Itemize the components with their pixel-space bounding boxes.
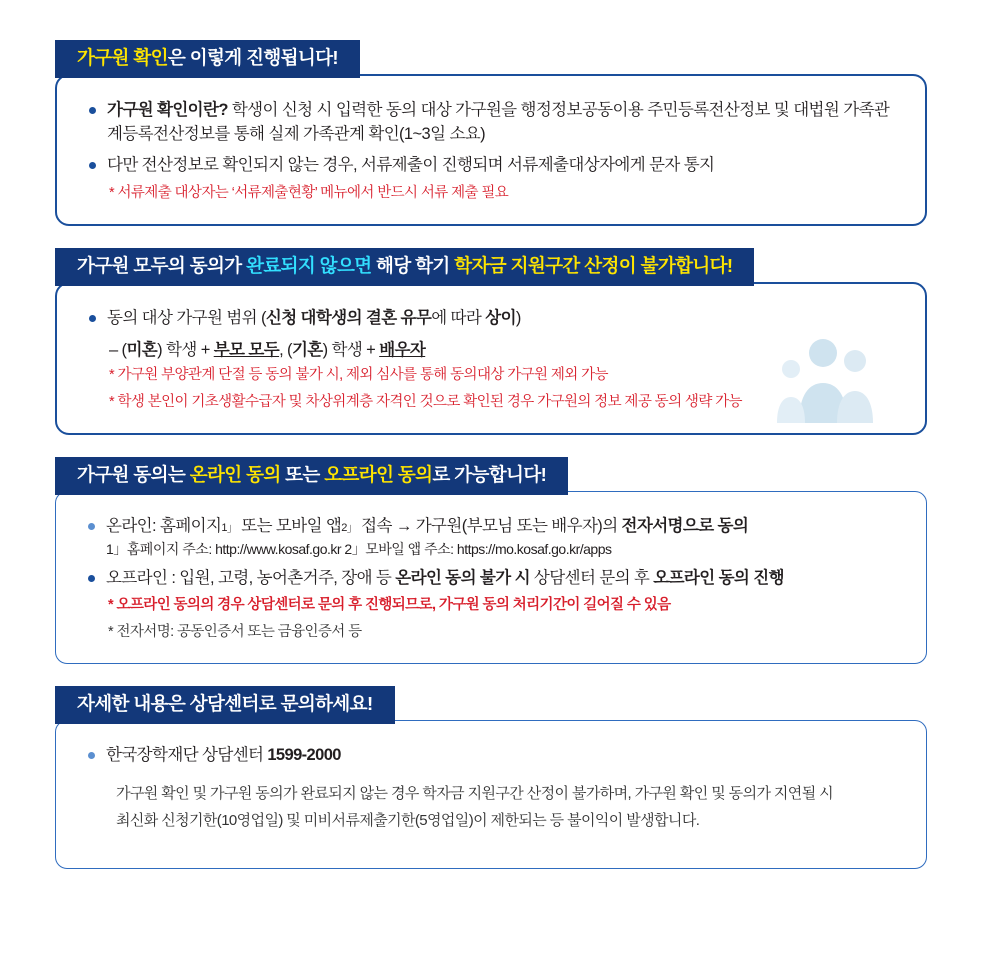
online-mid: 또는 모바일 앱	[237, 516, 342, 535]
bullet-bold-1: 신청 대학생의 결혼 유무	[265, 308, 432, 327]
online-label: 온라인: 홈페이지	[106, 516, 222, 535]
section-1-note: * 서류제출 대상자는 ‘서류제출현황’ 메뉴에서 반드시 서류 제출 필요	[109, 184, 509, 201]
section-4-paragraph-line-2: 최신화 신청기한(10영업일) 및 미비서류제출기한(5영업일)이 제한되는 등 불이익이 발생합니다.	[116, 811, 700, 829]
section-contact-center	[55, 686, 927, 869]
section-3-header-part-1: 가구원 동의는	[77, 464, 190, 486]
section-4-header-text: 자세한 내용은 상담센터로 문의하세요!	[77, 693, 373, 715]
online-sup-1: 1」	[221, 521, 238, 534]
list-item	[87, 98, 899, 148]
section-consent-required	[55, 248, 927, 435]
section-household-check	[55, 40, 927, 226]
list-item	[87, 153, 899, 178]
online-urls[interactable]: 1」홈페이지 주소: http://www.kosaf.go.kr 2」모바일 앱 주소: https://mo.kosaf.go.kr/apps	[106, 540, 612, 557]
bullet-text: 학생이 신청 시 입력한 동의 대상 가구원을 행정정보공동이용 주민등록전산정보 및 대법원 가족관계등록전산정보를 통해 실제 가족관계 확인(1~3일 소요)	[107, 100, 890, 144]
section-2-header-part-1: 가구원 모두의 동의가	[77, 255, 247, 277]
section-3-bullet-list	[86, 514, 900, 591]
section-2-note-1: * 가구원 부양관계 단절 등 동의 불가 시, 제외 심사를 통해 동의대상 가구원 제외 가능	[109, 367, 608, 384]
offline-bold-1: 온라인 동의 불가 시	[395, 568, 530, 587]
section-1-body	[55, 74, 927, 227]
offline-mid: 상담센터 문의 후	[529, 568, 654, 587]
section-3-body	[55, 491, 927, 664]
section-3-header-part-3: 또는	[280, 464, 325, 486]
section-3-header-part-2: 온라인 동의	[189, 464, 281, 486]
online-tail: 접속 → 가구원(부모님 또는 배우자)의	[357, 516, 622, 535]
list-item: 동의 대상 가구원 범위 (신청 대학생의 결혼 유무에 따라 상이)	[87, 306, 899, 331]
section-2-bullet-list	[87, 306, 899, 331]
list-item-offline	[86, 566, 900, 591]
bullet-bold-2: 상이	[485, 308, 516, 327]
bullet-lead: 가구원 확인이란?	[107, 100, 228, 119]
offline-bold-2: 오프라인 동의 진행	[653, 568, 784, 587]
section-1-header	[55, 40, 360, 78]
list-item-contact	[86, 743, 900, 768]
section-2-header-part-4: 학자금 지원구간 산정이 불가합니다!	[454, 255, 733, 277]
section-1-header-part-2: 은 이렇게 진행됩니다!	[167, 47, 338, 68]
section-consent-methods	[55, 457, 927, 664]
section-3-header-part-4: 오프라인 동의	[324, 464, 433, 486]
section-1-bullet-list	[87, 98, 899, 178]
section-3-header-part-5: 로 가능합니다!	[432, 464, 547, 486]
section-3-note-2: * 전자서명: 공동인증서 또는 금융인증서 등	[108, 623, 362, 640]
section-2-header	[55, 248, 754, 286]
section-4-bullet-list	[86, 743, 900, 768]
offline-pre: 오프라인 : 입원, 고령, 농어촌거주, 장애 등	[106, 568, 396, 587]
contact-phone[interactable]: 1599-2000	[267, 745, 341, 764]
section-1-header-part-1: 가구원 확인	[77, 47, 168, 68]
family-silhouette-icon	[751, 333, 881, 423]
bullet-text: 다만 전산정보로 확인되지 않는 경우, 서류제출이 진행되며 서류제출대상자에게 문자 통지	[107, 156, 715, 174]
section-4-body	[55, 720, 927, 869]
section-4-header	[55, 686, 395, 724]
section-4-paragraph-line-1: 가구원 확인 및 가구원 동의가 완료되지 않는 경우 학자금 지원구간 산정이 불가하며, 가구원 확인 및 동의가 지연될 시	[116, 784, 834, 802]
section-2-body	[55, 282, 927, 436]
list-item-online	[86, 514, 900, 560]
section-2-header-part-2: 완료되지 않으면	[246, 255, 372, 277]
online-bold: 전자서명으로 동의	[621, 516, 749, 535]
section-3-header	[55, 457, 568, 495]
contact-label: 한국장학재단 상담센터	[106, 745, 268, 764]
online-sup-2: 2」	[341, 521, 358, 534]
section-2-dash-line: – (미혼) 학생 + 부모 모두, (기혼) 학생 + 배우자	[109, 341, 426, 360]
section-3-note-1: * 오프라인 동의의 경우 상담센터로 문의 후 진행되므로, 가구원 동의 처리기간이 길어질 수 있음	[108, 597, 671, 614]
section-2-header-part-3: 해당 학기	[371, 255, 455, 277]
section-2-note-2: * 학생 본인이 기초생활수급자 및 차상위계층 자격인 것으로 확인된 경우 가구원의 정보 제공 동의 생략 가능	[109, 393, 742, 410]
